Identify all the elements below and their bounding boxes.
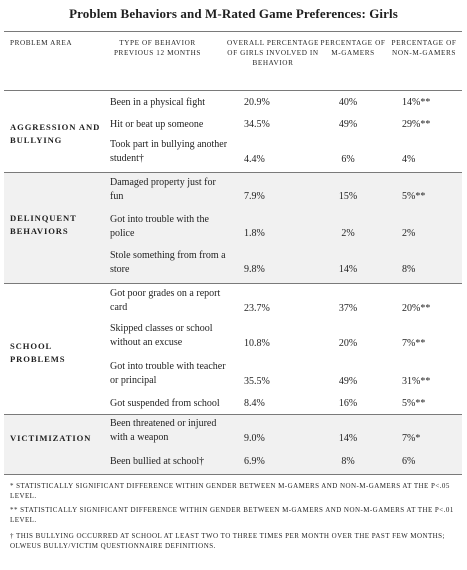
- m-gamers-value: 16%: [338, 398, 358, 409]
- m-gamers-value: 49%: [338, 119, 358, 130]
- section-area-label: SCHOOL PROBLEMS: [10, 341, 66, 364]
- divider: [4, 31, 462, 32]
- behavior-label: Been threatened or injured with a weapon: [110, 418, 217, 443]
- footnote: ** STATISTICALLY SIGNIFICANT DIFFERENCE WITHIN GENDER BETWEEN M-GAMERS AND NON-M-GAMERS AT THE P<.01 LEVEL.: [10, 506, 454, 524]
- non-m-gamers-value: 4%: [402, 154, 416, 165]
- behavior-label: Got into trouble with teacher or principal: [110, 361, 226, 386]
- header-m-gamers: PERCENTAGE OF M-GAMERS: [320, 39, 386, 57]
- non-m-gamers-value: 29%**: [402, 119, 431, 130]
- behavior-label: Damaged property just for fun: [110, 177, 216, 202]
- non-m-gamers-value: 8%: [402, 264, 416, 275]
- overall-value: 1.8%: [244, 228, 265, 239]
- m-gamers-value: 15%: [338, 191, 358, 202]
- behavior-label: Hit or beat up someone: [110, 119, 204, 130]
- header-non-m-gamers: PERCENTAGE OF NON-M-GAMERS: [391, 39, 457, 57]
- behavior-label: Skipped classes or school without an excuse: [110, 323, 213, 348]
- overall-value: 7.9%: [244, 191, 265, 202]
- non-m-gamers-value: 2%: [402, 228, 416, 239]
- behavior-label: Took part in bullying another student†: [110, 139, 228, 164]
- m-gamers-value: 37%: [338, 303, 358, 314]
- header-problem-area: PROBLEM AREA: [10, 39, 73, 47]
- behavior-label: Got poor grades on a report card: [110, 288, 221, 313]
- overall-value: 9.0%: [244, 433, 265, 444]
- m-gamers-value: 14%: [338, 433, 358, 444]
- section-area-label: AGGRESSION AND BULLYING: [10, 122, 101, 145]
- header-behavior: TYPE OF BEHAVIOR PREVIOUS 12 MONTHS: [113, 39, 202, 57]
- page-title: Problem Behaviors and M-Rated Game Preferences: Girls: [69, 6, 398, 21]
- divider: [4, 90, 462, 91]
- non-m-gamers-value: 31%**: [402, 376, 431, 387]
- overall-value: 9.8%: [244, 264, 265, 275]
- behavior-label: Stole something from from a store: [110, 250, 226, 275]
- behavior-label: Got suspended from school: [110, 398, 220, 409]
- section-area-label: VICTIMIZATION: [10, 433, 92, 443]
- m-gamers-value: 14%: [338, 264, 358, 275]
- m-gamers-value: 8%: [341, 456, 355, 467]
- overall-value: 35.5%: [244, 376, 270, 387]
- overall-value: 10.8%: [244, 338, 270, 349]
- non-m-gamers-value: 5%**: [402, 398, 426, 409]
- non-m-gamers-value: 6%: [402, 456, 416, 467]
- overall-value: 4.4%: [244, 154, 265, 165]
- non-m-gamers-value: 7%*: [402, 433, 421, 444]
- overall-value: 20.9%: [244, 97, 270, 108]
- footnote: * STATISTICALLY SIGNIFICANT DIFFERENCE WITHIN GENDER BETWEEN M-GAMERS AND NON-M-GAMERS AT THE P<.05 LEVEL.: [10, 482, 450, 500]
- overall-value: 23.7%: [244, 303, 270, 314]
- m-gamers-value: 20%: [338, 338, 358, 349]
- behavior-label: Got into trouble with the police: [110, 214, 209, 239]
- m-gamers-value: 6%: [341, 154, 355, 165]
- m-gamers-value: 2%: [341, 228, 355, 239]
- m-gamers-value: 40%: [338, 97, 358, 108]
- non-m-gamers-value: 14%**: [402, 97, 431, 108]
- divider: [4, 283, 462, 284]
- behavior-label: Been bullied at school†: [110, 456, 205, 467]
- non-m-gamers-value: 7%**: [402, 338, 426, 349]
- footnote: † THIS BULLYING OCCURRED AT SCHOOL AT LEAST TWO TO THREE TIMES PER MONTH OVER THE PAST FEW MONTHS; OLWEUS BULLY/VICTIM QUESTIONNAIRE DEFINITIONS.: [10, 532, 445, 550]
- overall-value: 34.5%: [244, 119, 270, 130]
- divider: [4, 474, 462, 475]
- behavior-label: Been in a physical fight: [110, 97, 205, 108]
- header-overall: OVERALL PERCENTAGE OF GIRLS INVOLVED IN BEHAVIOR: [226, 39, 319, 67]
- non-m-gamers-value: 5%**: [402, 191, 426, 202]
- m-gamers-value: 49%: [338, 376, 358, 387]
- overall-value: 6.9%: [244, 456, 265, 467]
- section-area-label: DELINQUENT BEHAVIORS: [10, 213, 77, 236]
- overall-value: 8.4%: [244, 398, 265, 409]
- non-m-gamers-value: 20%**: [402, 303, 431, 314]
